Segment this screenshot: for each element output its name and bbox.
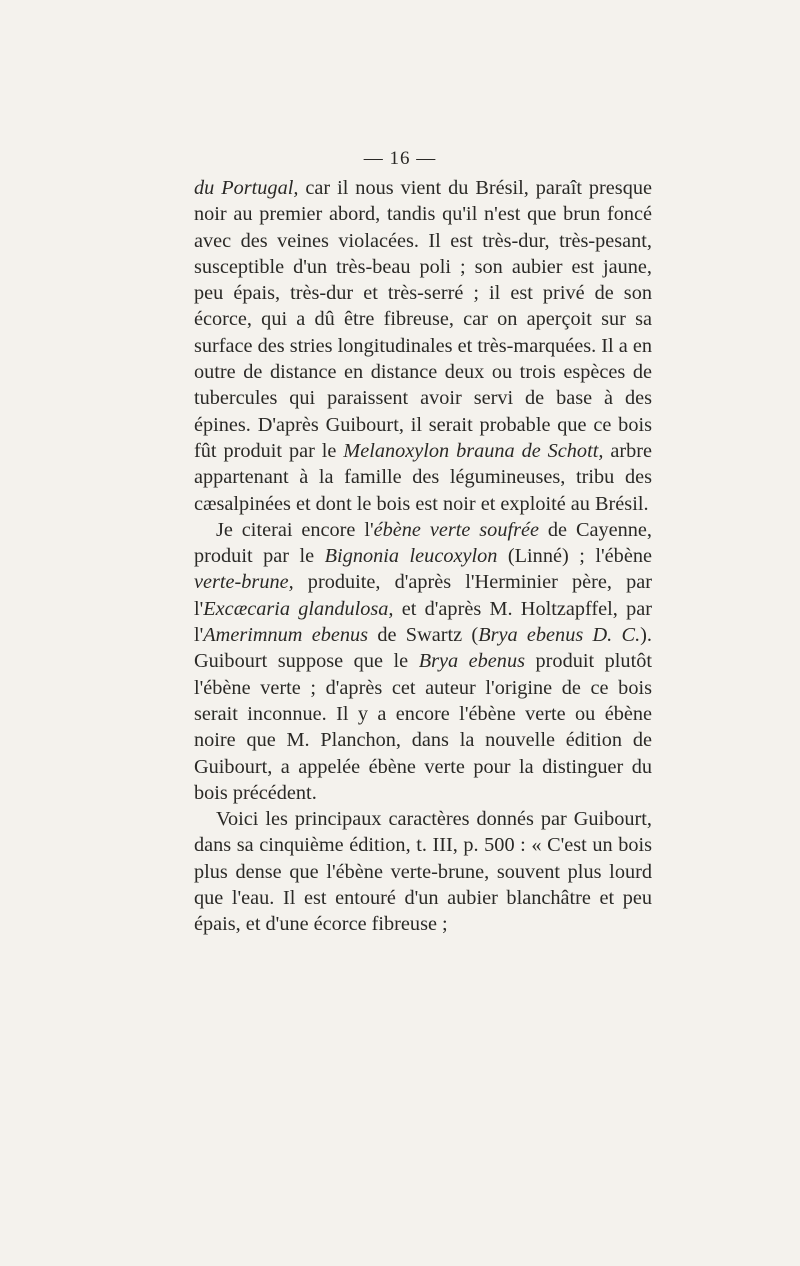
text-run: ébène verte soufrée — [373, 518, 539, 541]
paragraph-1 — [194, 175, 652, 517]
text-run: et d'après M. Holtzapffel, par l' — [194, 597, 652, 647]
text-run: Brya ebenus D. C. — [478, 624, 641, 647]
paragraph-3 — [194, 806, 652, 937]
paragraph-2 — [194, 517, 652, 806]
body-text — [194, 175, 652, 938]
text-run: produit plutôt l'ébène verte ; d'après cet auteur l'origine de ce bois serait inconnue. Il y a encore l'ébène verte ou ébène noire que M. Planchon, dans la nouvelle édition de Guibourt, a appelée ébène verte pour la distinguer du bois précédent. — [194, 650, 652, 804]
text-run: car il nous vient du Brésil, paraît presque noir au premier abord, tandis qu'il n'est que brun foncé avec des veines violacées. Il est très-dur, très-pesant, susceptible d'un très-beau poli ; son aubier est jaune, peu épais, très-dur et très-serré ; il est privé de son écorce, qui a dû être fibreuse, car on aperçoit sur sa surface des stries longitudinales et très-marquées. Il a en outre de distance en distance deux ou trois espèces de tubercules qui paraissent avoir servi de base à des épines. D'après Guibourt, il serait probable que ce bois fût produit par le — [194, 177, 652, 462]
text-run: Excæcaria glandulosa, — [203, 597, 394, 620]
text-run: ). Guibourt suppose que le — [194, 624, 652, 673]
text-run: Amerimnum ebenus — [203, 624, 369, 647]
page-number: — 16 — — [363, 148, 437, 169]
text-run: de Swartz ( — [368, 624, 479, 647]
text-run: produite, d'après l'Herminier père, par l' — [194, 571, 652, 620]
text-run: Melanoxylon brauna de Schott, — [343, 439, 604, 462]
text-run: de Cayenne, produit par le — [194, 518, 652, 568]
text-run: du Portugal, — [194, 177, 299, 199]
text-run: (Linné) ; l'ébène — [497, 545, 652, 568]
text-run: arbre appartenant à la famille des légumineuses, tribu des cæsalpinées et dont le bois est noir et exploité au Brésil. — [194, 439, 652, 515]
text-run: Voici les principaux caractères donnés par Guibourt, dans sa cinquième édition, t. III, p. 500 : « C'est un bois plus dense que l'ébène verte-brune, souvent plus lourd que l'eau. Il est entouré d'un aubier blanchâtre et peu épais, et d'une écorce fibreuse ; — [194, 808, 652, 936]
text-run: Je citerai encore l' — [216, 518, 374, 541]
text-run: verte-brune, — [194, 571, 294, 594]
text-run: Bignonia leucoxylon — [324, 545, 498, 568]
text-run: Brya ebenus — [418, 650, 525, 673]
